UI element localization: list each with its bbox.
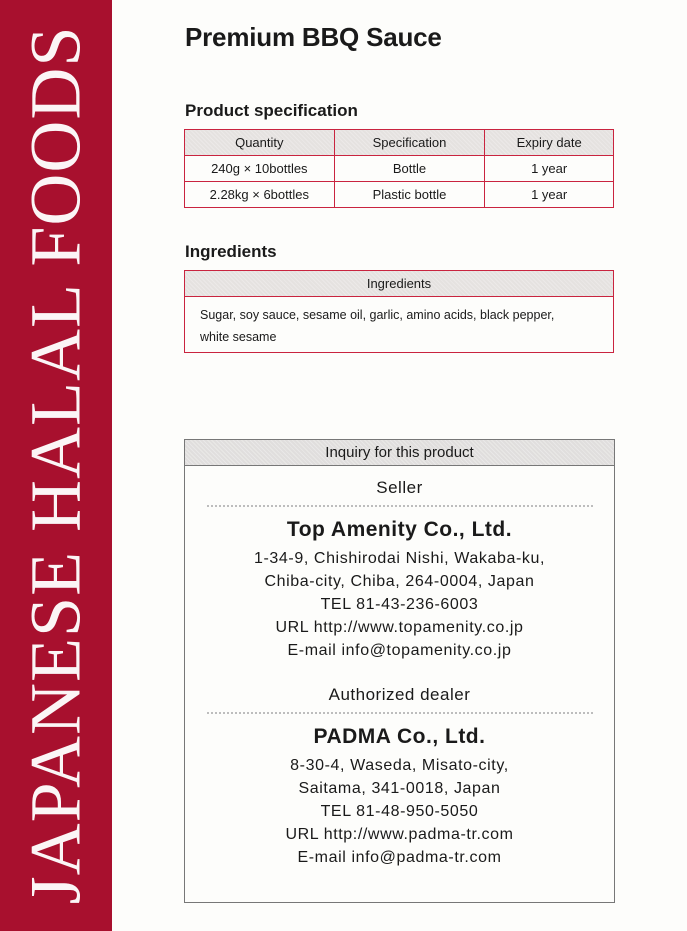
ingredients-table-header: Ingredients <box>185 271 613 297</box>
dealer-email[interactable]: E-mail info@padma-tr.com <box>297 849 502 866</box>
ingredients-line: Sugar, soy sauce, sesame oil, garlic, amino acids, black pepper, <box>200 308 555 322</box>
ingredients-heading: Ingredients <box>185 242 277 261</box>
table-row <box>185 182 614 208</box>
dealer-contact <box>185 754 614 869</box>
expiry-cell: 1 year <box>485 182 614 208</box>
quantity-cell: 2.28kg × 6bottles <box>185 182 335 208</box>
spec-table <box>184 129 614 208</box>
specification-cell: Bottle <box>334 156 485 182</box>
dotted-divider <box>207 505 593 507</box>
seller-address-line: 1-34-9, Chishirodai Nishi, Wakaba-ku, <box>253 550 546 567</box>
ingredients-line: white sesame <box>200 330 277 344</box>
seller-email[interactable]: E-mail info@topamenity.co.jp <box>287 642 512 659</box>
dealer-company-name: PADMA Co., Ltd. <box>313 725 486 748</box>
expiry-cell: 1 year <box>485 156 614 182</box>
spec-column-header: Expiry date <box>485 130 614 156</box>
dealer-tel: TEL 81-48-950-5050 <box>320 803 479 820</box>
spec-heading: Product specification <box>185 101 358 120</box>
inquiry-header: Inquiry for this product <box>185 440 614 466</box>
sidebar-band <box>0 0 112 931</box>
seller-company-name: Top Amenity Co., Ltd. <box>286 518 513 541</box>
seller-tel: TEL 81-43-236-6003 <box>320 596 479 613</box>
seller-address-line: Chiba-city, Chiba, 264-0004, Japan <box>264 573 535 590</box>
dotted-divider <box>207 712 593 714</box>
ingredients-table <box>184 270 614 353</box>
specification-cell: Plastic bottle <box>334 182 485 208</box>
inquiry-box <box>184 439 615 903</box>
seller-url[interactable]: URL http://www.topamenity.co.jp <box>275 619 524 636</box>
sidebar-title: JAPANESE HALAL FOODS <box>15 25 96 905</box>
dealer-url[interactable]: URL http://www.padma-tr.com <box>285 826 514 843</box>
page-title: Premium BBQ Sauce <box>185 22 442 52</box>
seller-contact <box>185 547 614 662</box>
spec-column-header: Specification <box>334 130 485 156</box>
table-row <box>185 156 614 182</box>
dealer-label: Authorized dealer <box>328 685 471 704</box>
quantity-cell: 240g × 10bottles <box>185 156 335 182</box>
spec-header-row <box>185 130 614 156</box>
spec-column-header: Quantity <box>185 130 335 156</box>
dealer-address-line: 8-30-4, Waseda, Misato-city, <box>290 757 509 774</box>
dealer-address-line: Saitama, 341-0018, Japan <box>298 780 501 797</box>
seller-label: Seller <box>376 478 423 497</box>
ingredients-text <box>185 297 613 348</box>
